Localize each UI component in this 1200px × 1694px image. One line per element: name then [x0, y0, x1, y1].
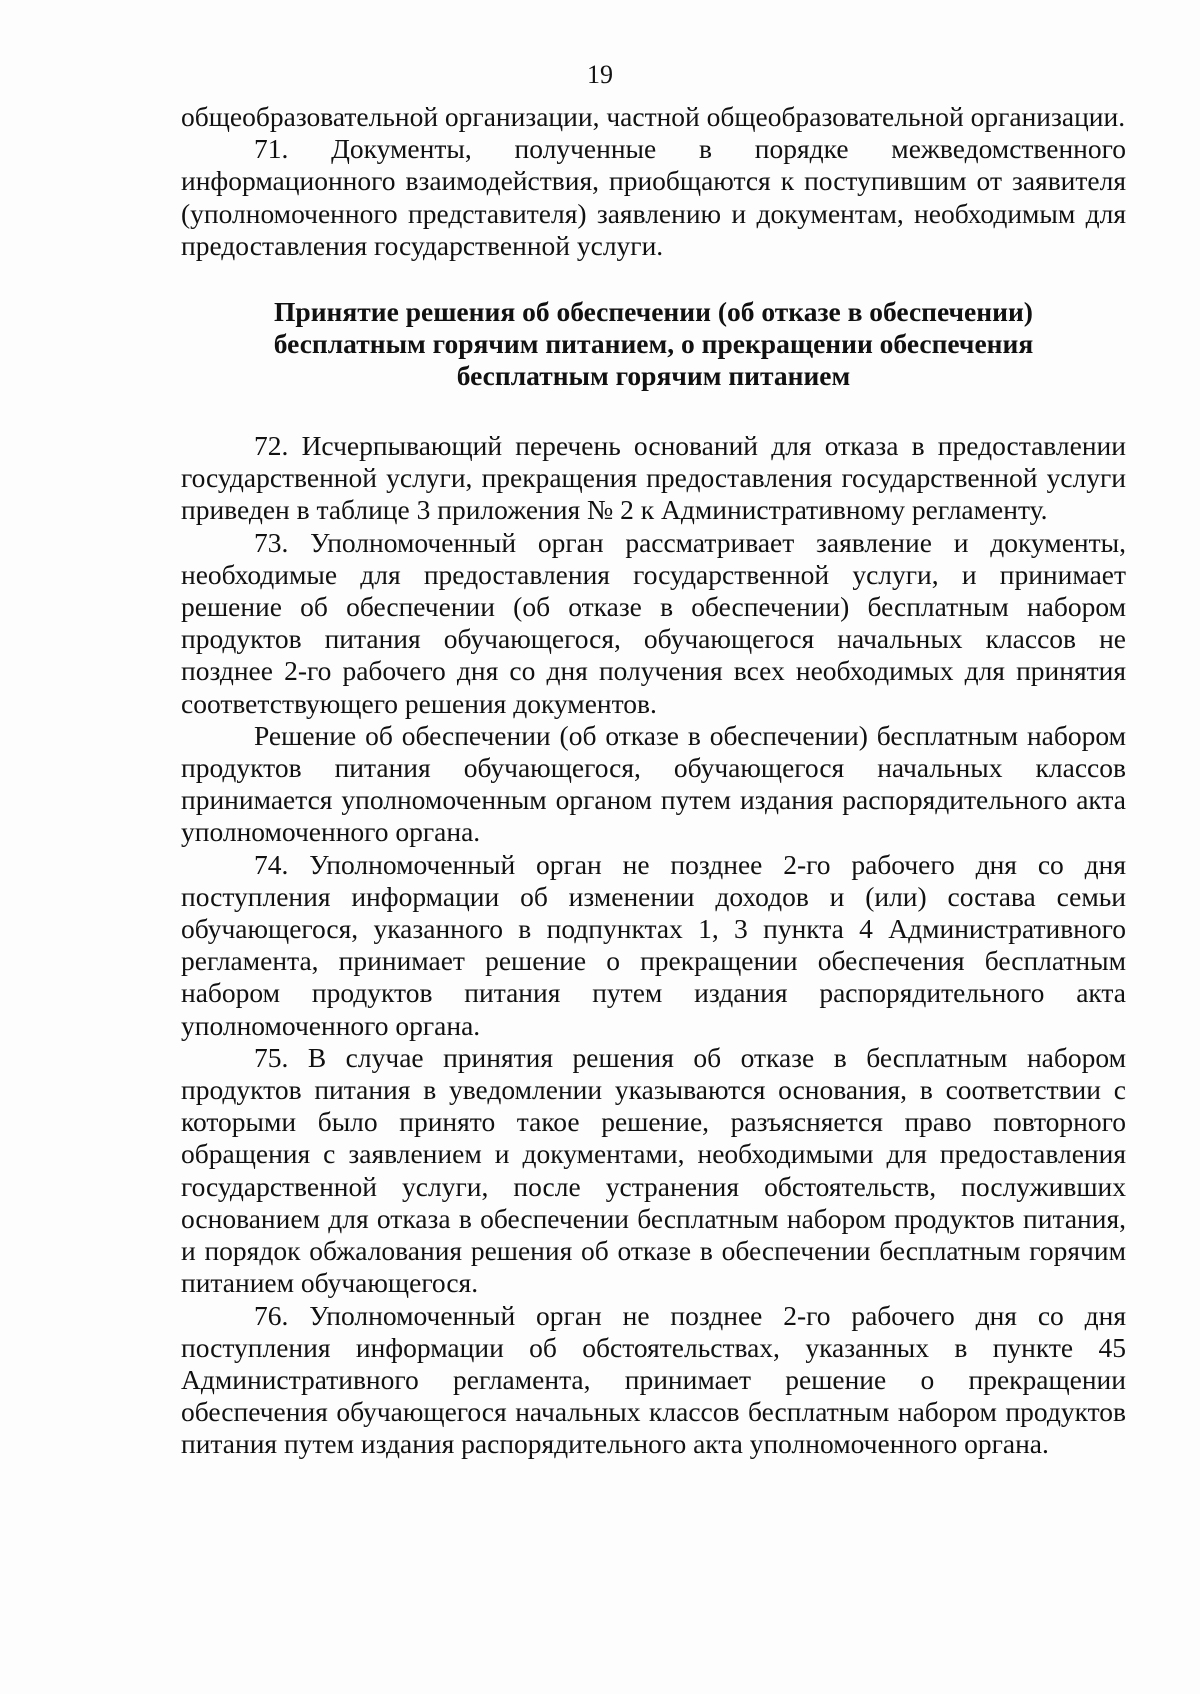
paragraph-74: 74. Уполномоченный орган не позднее 2-го рабочего дня со дня поступления информации об изменении доходов и (или) состава семьи обучающегося, указанного в подпунктах 1, 3 пункта 4 Административного регламента, принимает решение о прекращении обеспечения бесплатным набором продуктов питания путем издания распорядительного акта уполномоченного органа.: [181, 848, 1126, 1041]
paragraph-73-decision: Решение об обеспечении (об отказе в обеспечении) бесплатным набором продуктов питания обучающегося, обучающегося начальных классов принимается уполномоченным органом путем издания распорядительного акта уполномоченного органа.: [181, 719, 1126, 848]
paragraph-72: 72. Исчерпывающий перечень оснований для отказа в предоставлении государственной услуги, прекращения предоставления государственной услуги приведен в таблице 3 приложения № 2 к Административному регламенту.: [181, 430, 1126, 526]
paragraph-76: 76. Уполномоченный орган не позднее 2-го рабочего дня со дня поступления информации об обстоятельствах, указанных в пункте 45 Административного регламента, принимает решение о прекращении обеспечения обучающегося начальных классов бесплатным набором продуктов питания путем издания распорядительного акта уполномоченного органа.: [181, 1299, 1126, 1460]
paragraph-73: 73. Уполномоченный орган рассматривает заявление и документы, необходимые для предоставления государственной услуги, и принимает решение об обеспечении (об отказе в обеспечении) бесплатным набором продуктов питания обучающегося, обучающегося начальных классов не позднее 2-го рабочего дня со дня получения всех необходимых для принятия соответствующего решения документов.: [181, 526, 1126, 719]
paragraph-71: 71. Документы, полученные в порядке межведомственного информационного взаимодействия, приобщаются к поступившим от заявителя (уполномоченного представителя) заявлению и документам, необходимым для предоставления государственной услуги.: [181, 133, 1126, 261]
paragraph-continuation: общеобразовательной организации, частной общеобразовательной организации.: [181, 101, 1126, 132]
page-number: 19: [587, 60, 613, 89]
document-body: [181, 101, 1126, 1461]
section-heading-line: бесплатным горячим питанием, о прекращении обеспечения: [273, 328, 1034, 360]
section-heading: [181, 296, 1126, 392]
section-heading-line: бесплатным горячим питанием: [456, 360, 851, 392]
paragraph-75: 75. В случае принятия решения об отказе в бесплатным набором продуктов питания в уведомлении указываются основания, в соответствии с которыми было принято такое решение, разъясняется право повторного обращения с заявлением и документами, необходимыми для предоставления государственной услуги, после устранения обстоятельств, послуживших основанием для отказа в обеспечении бесплатным набором продуктов питания, и порядок обжалования решения об отказе в обеспечении бесплатным горячим питанием обучающегося.: [181, 1041, 1126, 1299]
section-heading-line: Принятие решения об обеспечении (об отказе в обеспечении): [274, 296, 1033, 328]
